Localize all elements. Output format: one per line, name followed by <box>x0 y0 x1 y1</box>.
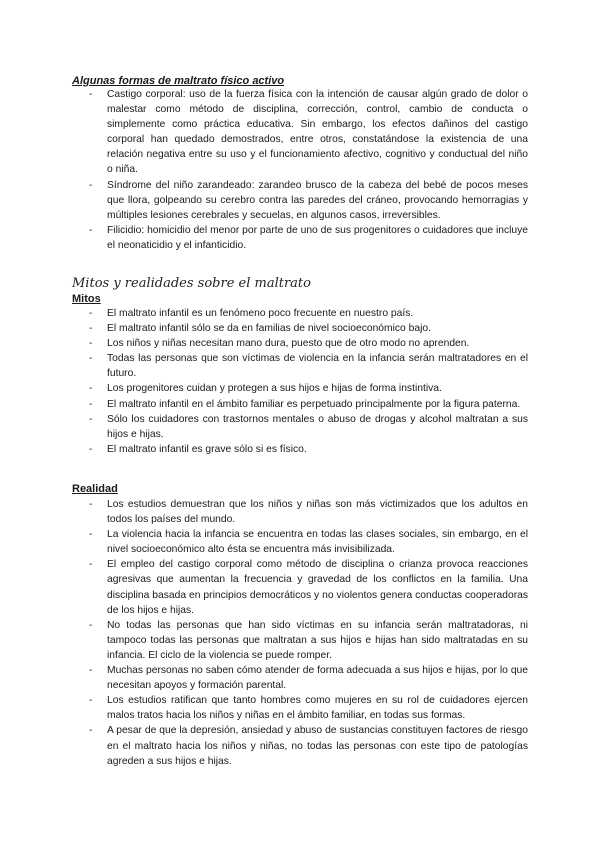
list-item: - Castigo corporal: uso de la fuerza física con la intención de causar algún grado de dolor o malestar como método de disciplina, corrección, control, cambio de conducta o simplemente como práctica educativa. Sin embargo, los efectos dañinos del castigo corporal han quedado demostrados, entre otros, constatándose la existencia de una relación negativa entre su uso y el funcionamiento afectivo, cognitivo y conductual del niño o niña. <box>89 89 528 176</box>
list-item: - A pesar de que la depresión, ansiedad y abuso de sustancias constituyen factores de riesgo en el maltrato hacia los niños y niñas, no todas las personas con este tipo de patologías agreden a sus hijos e hijas. <box>89 725 528 767</box>
list-item: - No todas las personas que han sido víctimas en su infancia serán maltratadoras, ni tampoco todas las personas que maltratan a sus hijos e hijas han sido maltratadas en su infancia. El ciclo de la violencia se puede romper. <box>89 619 528 661</box>
list-item: - Los niños y niñas necesitan mano dura, puesto que de otro modo no aprenden. <box>89 338 470 350</box>
list-item: - El maltrato infantil es grave sólo si es físico. <box>89 443 307 455</box>
list-item: - El empleo del castigo corporal como método de disciplina o crianza provoca reacciones agresivas que aumentan la frecuencia y gravedad de los conflictos en la familia. Una disciplina basada en principios democráticos y no violentos genera conductas cooperadoras de los hijos e hijas. <box>89 559 528 616</box>
mitos-realidades-title: Mitos y realidades sobre el maltrato <box>72 276 311 291</box>
list-item: - Sólo los cuidadores con trastornos mentales o abuso de drogas y alcohol maltratan a sus hijos e hijas. <box>89 413 528 440</box>
mitos-heading: Mitos <box>72 293 101 305</box>
list-item: - El maltrato infantil es un fenómeno poco frecuente en nuestro país. <box>89 308 414 319</box>
list-item: - Síndrome del niño zarandeado: zarandeo brusco de la cabeza del bebé de pocos meses que llora, golpeando su cerebro contra las paredes del cráneo, provocando hemorragias y múltiples lesiones cerebrales y secuelas, en algunos casos, irreversibles. <box>89 179 528 221</box>
list-item: - Muchas personas no saben cómo atender de forma adecuada a sus hijos e hijas, por lo que necesitan apoyos y formación parental. <box>89 665 528 692</box>
realidad-heading: Realidad <box>72 483 118 495</box>
list-item: - El maltrato infantil en el ámbito familiar es perpetuado principalmente por la figura paterna. <box>89 398 521 410</box>
mitos-list <box>0 306 528 457</box>
list-item: - Los progenitores cuidan y protegen a sus hijos e hijas de forma instintiva. <box>89 383 442 395</box>
list-item: - Todas las personas que son víctimas de violencia en la infancia serán maltratadores en el futuro. <box>89 353 528 380</box>
list-item: - El maltrato infantil sólo se da en familias de nivel socioeconómico bajo. <box>89 323 431 335</box>
list-item: - Los estudios demuestran que los niños y niñas son más victimizados que los adultos en todos los países del mundo. <box>89 499 528 526</box>
section-heading-maltrato-fisico: Algunas formas de maltrato físico activo <box>72 75 285 87</box>
list-item: - La violencia hacia la infancia se encuentra en todas las clases sociales, sin embargo, en el nivel socioeconómico alto ésta se encuentra más invisibilizada. <box>89 529 528 556</box>
maltrato-fisico-list <box>0 87 528 253</box>
list-item: - Filicidio: homicidio del menor por parte de uno de sus progenitores o cuidadores que incluye el neonaticidio y el infanticidio. <box>89 224 528 251</box>
realidad-list <box>0 497 528 769</box>
list-item: - Los estudios ratifican que tanto hombres como mujeres en su rol de cuidadores ejercen malos tratos hacia los niños y niñas en el ámbito familiar, en todas sus formas. <box>89 695 528 722</box>
